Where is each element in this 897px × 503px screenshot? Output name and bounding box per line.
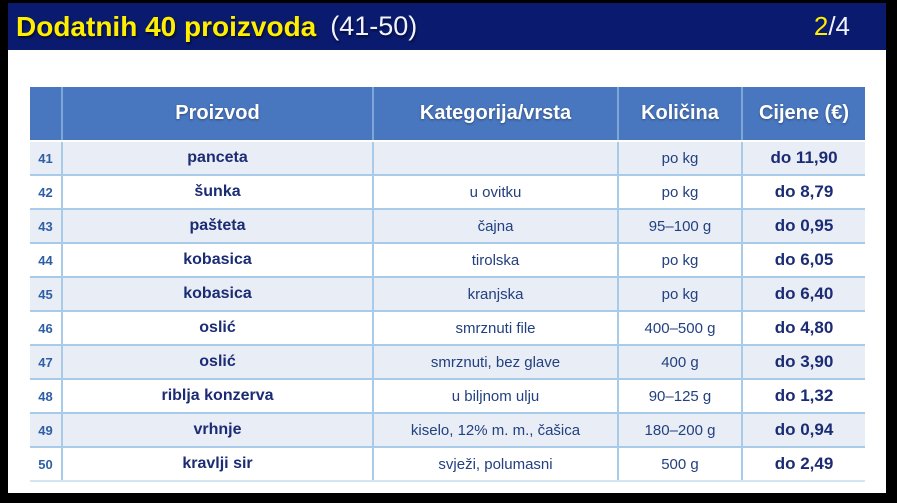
- row-number-cell: 42: [30, 175, 62, 209]
- product-cell: kobasica: [62, 243, 373, 277]
- table-row: [30, 311, 865, 345]
- product-cell: kravlji sir: [62, 447, 373, 481]
- category-cell: kiselo, 12% m. m., čašica: [373, 413, 618, 447]
- table-row: [30, 175, 865, 209]
- quantity-cell: 95–100 g: [618, 209, 742, 243]
- product-cell: oslić: [62, 311, 373, 345]
- row-number-cell: 47: [30, 345, 62, 379]
- quantity-cell: 180–200 g: [618, 413, 742, 447]
- product-cell: kobasica: [62, 277, 373, 311]
- column-header-quantity: Količina: [618, 87, 742, 141]
- price-cell: do 2,49: [742, 447, 865, 481]
- category-cell: tirolska: [373, 243, 618, 277]
- table-row: [30, 379, 865, 413]
- product-cell: riblja konzerva: [62, 379, 373, 413]
- quantity-cell: po kg: [618, 141, 742, 175]
- category-cell: u ovitku: [373, 175, 618, 209]
- table-row: [30, 277, 865, 311]
- category-cell: smrznuti, bez glave: [373, 345, 618, 379]
- row-number-cell: 48: [30, 379, 62, 413]
- quantity-cell: 90–125 g: [618, 379, 742, 413]
- product-cell: pašteta: [62, 209, 373, 243]
- quantity-cell: po kg: [618, 277, 742, 311]
- table-row: [30, 209, 865, 243]
- product-cell: vrhnje: [62, 413, 373, 447]
- column-header-category: Kategorija/vrsta: [373, 87, 618, 141]
- row-number-cell: 45: [30, 277, 62, 311]
- page-number-current: 2: [813, 11, 829, 41]
- price-cell: do 6,40: [742, 277, 865, 311]
- table-row: [30, 243, 865, 277]
- quantity-cell: 400 g: [618, 345, 742, 379]
- table-row: [30, 141, 865, 175]
- category-cell: [373, 141, 618, 175]
- price-cell: do 11,90: [742, 141, 865, 175]
- category-cell: kranjska: [373, 277, 618, 311]
- quantity-cell: po kg: [618, 175, 742, 209]
- table-row: [30, 413, 865, 447]
- price-cell: do 3,90: [742, 345, 865, 379]
- column-header-price: Cijene (€): [742, 87, 865, 141]
- column-header-number: [30, 87, 62, 141]
- row-number-cell: 50: [30, 447, 62, 481]
- quantity-cell: 500 g: [618, 447, 742, 481]
- row-number-cell: 46: [30, 311, 62, 345]
- slide-title-bar: [8, 3, 886, 50]
- column-header-product: Proizvod: [62, 87, 373, 141]
- price-cell: do 0,95: [742, 209, 865, 243]
- products-table: [30, 87, 865, 482]
- table-row: [30, 447, 865, 481]
- table-row: [30, 345, 865, 379]
- products-table-container: [30, 87, 865, 482]
- row-number-cell: 41: [30, 141, 62, 175]
- product-cell: šunka: [62, 175, 373, 209]
- price-cell: do 4,80: [742, 311, 865, 345]
- slide-title: Dodatnih 40 proizvoda: [16, 10, 317, 42]
- slide: [8, 3, 886, 493]
- price-cell: do 8,79: [742, 175, 865, 209]
- table-header: [30, 87, 865, 141]
- table-body: [30, 141, 865, 481]
- price-cell: do 1,32: [742, 379, 865, 413]
- product-cell: oslić: [62, 345, 373, 379]
- price-cell: do 6,05: [742, 243, 865, 277]
- row-number-cell: 43: [30, 209, 62, 243]
- page-indicator: [814, 11, 850, 42]
- category-cell: u biljnom ulju: [373, 379, 618, 413]
- row-number-cell: 49: [30, 413, 62, 447]
- price-cell: do 0,94: [742, 413, 865, 447]
- quantity-cell: 400–500 g: [618, 311, 742, 345]
- product-cell: panceta: [62, 141, 373, 175]
- category-cell: smrznuti file: [373, 311, 618, 345]
- quantity-cell: po kg: [618, 243, 742, 277]
- row-number-cell: 44: [30, 243, 62, 277]
- slide-title-range: (41-50): [330, 11, 418, 41]
- category-cell: čajna: [373, 209, 618, 243]
- page-number-total: /4: [828, 11, 850, 41]
- category-cell: svježi, polumasni: [373, 447, 618, 481]
